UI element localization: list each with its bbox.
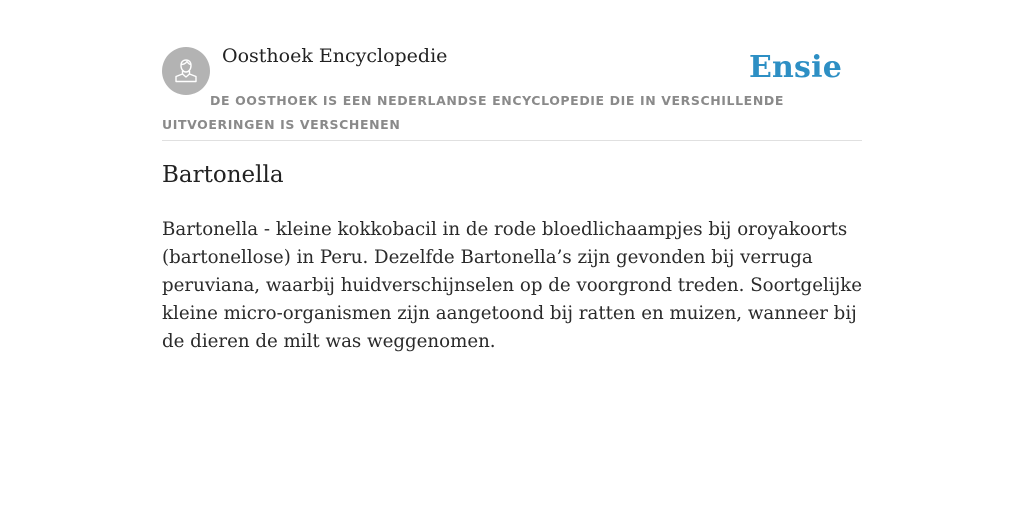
- page-container: [162, 0, 863, 352]
- source-description: DE OOSTHOEK IS EEN NEDERLANDSE ENCYCLOPEDIE DIE IN VERSCHILLENDE UITVOERINGEN IS VERSCHENEN: [162, 93, 784, 132]
- source-name[interactable]: Oosthoek Encyclopedie: [222, 45, 448, 67]
- avatar[interactable]: [162, 47, 210, 95]
- article-body: Bartonella - kleine kokkobacil in de rode bloedlichaampjes bij oroyakoorts (bartonellose) in Peru. Dezelfde Bartonella’s zijn gevonden bij verruga peruviana, waarbij huidverschijnselen op de voorgrond treden. Soortgelijke kleine micro-organismen zijn aangetoond bij ratten en muizen, wanneer bij de dieren de milt was weggenomen.: [162, 219, 863, 352]
- article-title: Bartonella: [162, 162, 284, 188]
- user-icon: [171, 56, 201, 86]
- brand-logo[interactable]: Ensie: [748, 50, 842, 85]
- source-header: [162, 0, 862, 141]
